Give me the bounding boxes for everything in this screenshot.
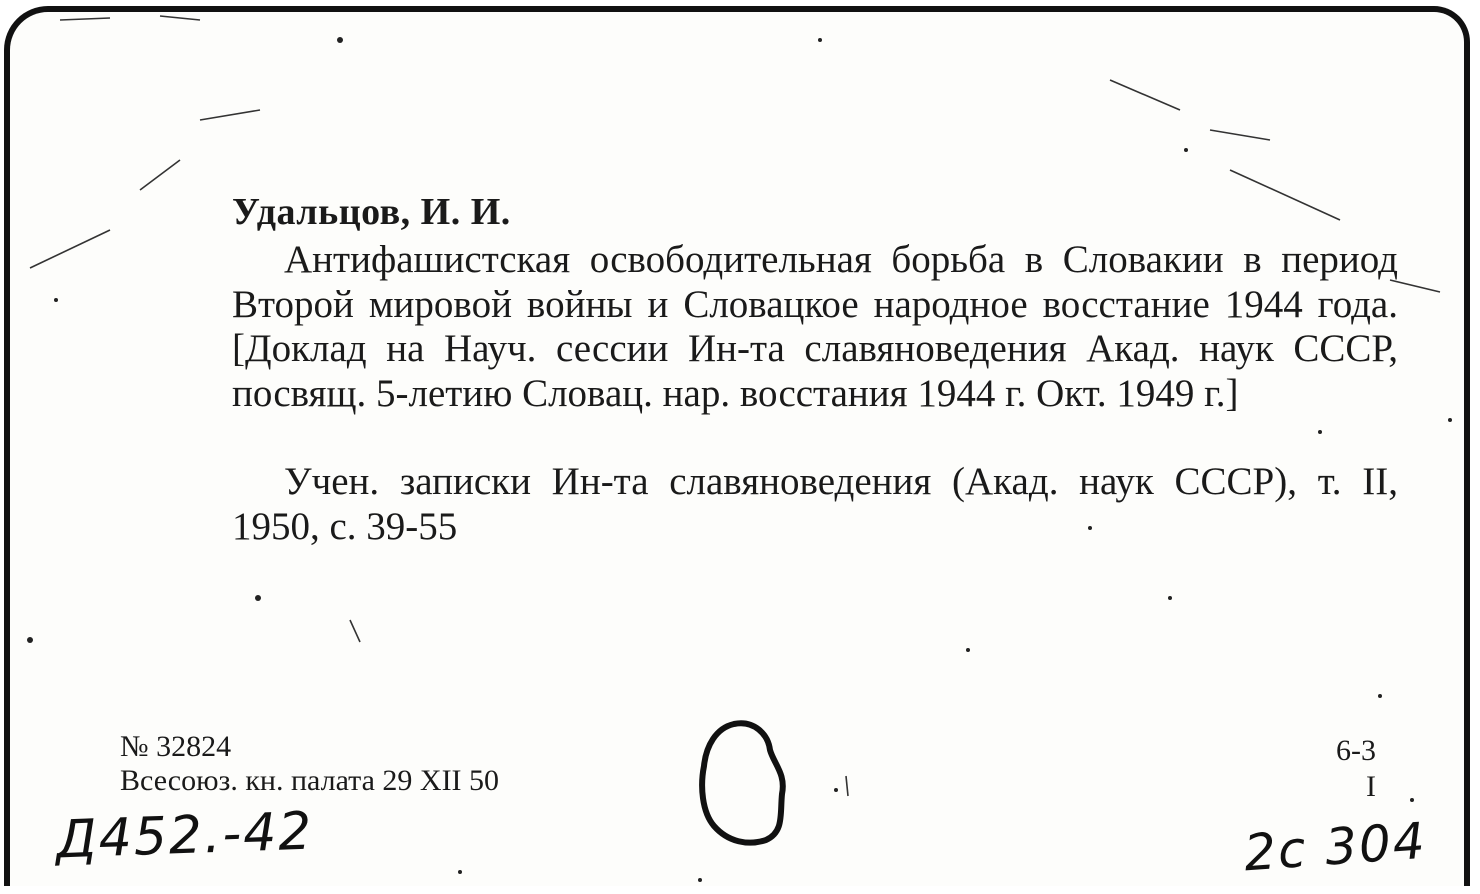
classification-code: 6-3 <box>1336 734 1376 767</box>
punch-hole-icon <box>694 716 790 846</box>
handwritten-shelf-mark: Д452.-42 <box>55 801 315 871</box>
title-entry: Антифашистская освободительная борьба в Словакии в период Второй мировой войны и Словацкое народное восстание 1944 года. [Доклад на Науч. сессии Ин-та славяноведения Акад. наук СССР, посвящ. 5-летию Словац. нар. восстания 1944 г. Окт. 1949 г.] <box>232 238 1398 415</box>
source-citation: Учен. записки Ин-та славяноведения (Акад. наук СССР), т. II, 1950, с. 39-55 <box>232 460 1398 548</box>
record-number: № 32824 <box>120 730 232 763</box>
author-heading: Удальцов, И. И. <box>232 191 511 233</box>
handwritten-inventory-mark: 2с 304 <box>1242 811 1429 883</box>
book-chamber-stamp: Всесоюз. кн. палата 29 XII 50 <box>120 764 500 797</box>
classification-code-secondary: I <box>1366 770 1376 803</box>
